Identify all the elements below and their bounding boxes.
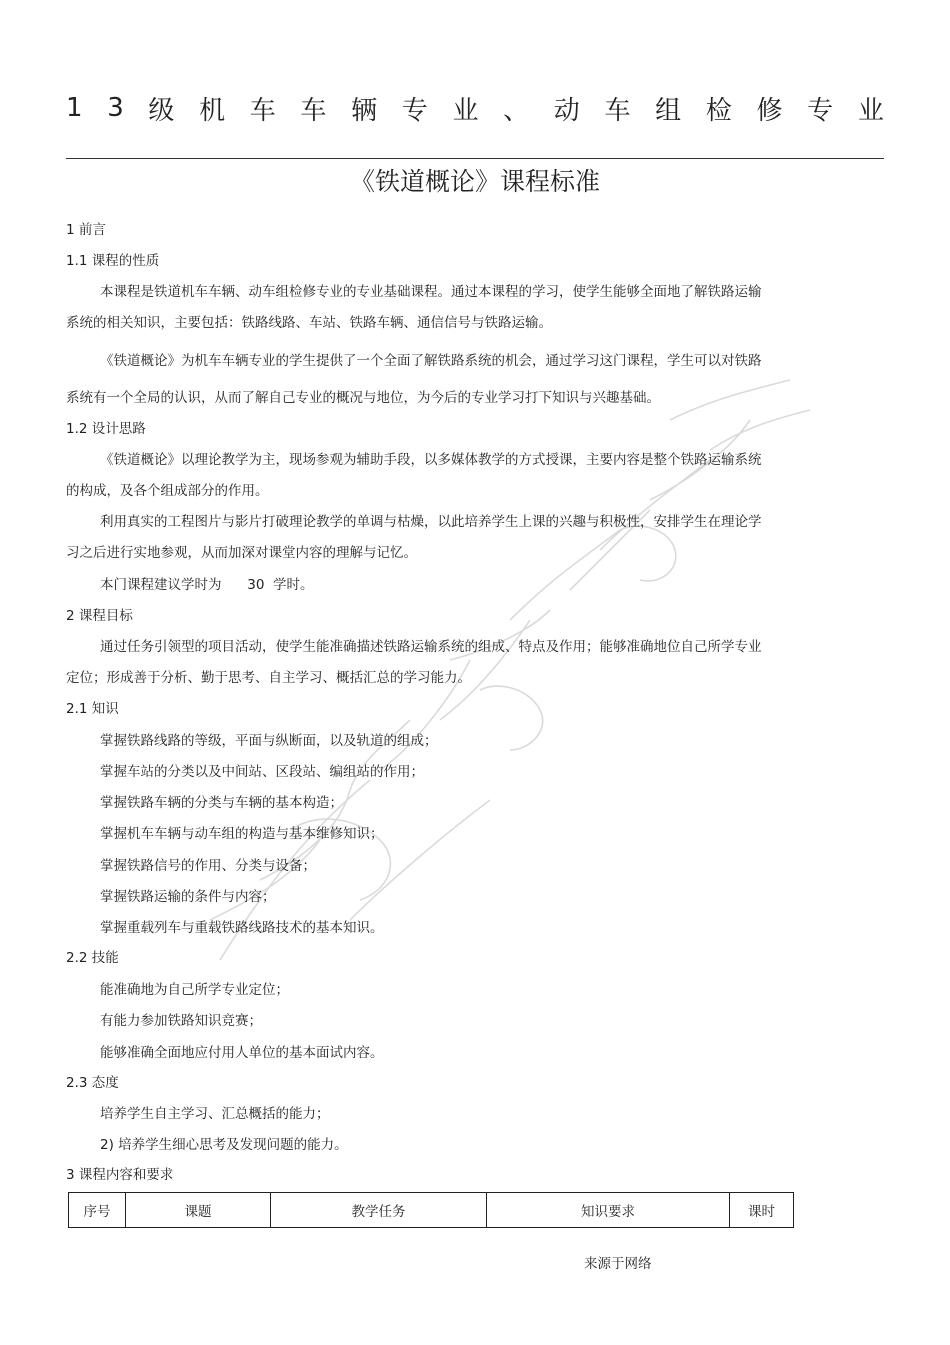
table-header-cell: 教学任务 bbox=[271, 1193, 487, 1228]
header-char: 专 bbox=[807, 95, 834, 126]
header-char: 组 bbox=[655, 95, 682, 126]
list-item: 掌握铁路车辆的分类与车辆的基本构造； bbox=[100, 795, 343, 811]
paragraph-line: 系统有一个全局的认识，从而了解自己专业的概况与地位，为今后的专业学习打下知识与兴趣基础。 bbox=[66, 390, 660, 406]
table-header-cell: 课题 bbox=[126, 1193, 271, 1228]
header-char: 车 bbox=[300, 95, 327, 126]
list-item: 掌握车站的分类以及中间站、区段站、编组站的作用； bbox=[100, 764, 424, 780]
header-char: 机 bbox=[199, 95, 226, 126]
paragraph-line: 利用真实的工程图片与影片打破理论教学的单调与枯燥，以此培养学生上课的兴趣与积极性，安排学生在理论学 bbox=[100, 514, 762, 530]
paragraph-line: 定位；形成善于分析、勤于思考、自主学习、概括汇总的学习能力。 bbox=[66, 670, 471, 686]
header-divider bbox=[66, 158, 884, 159]
section-heading-2-3: 2.3 态度 bbox=[66, 1075, 119, 1091]
list-item: 掌握铁路信号的作用、分类与设备； bbox=[100, 858, 316, 874]
paragraph-line: 的构成，及各个组成部分的作用。 bbox=[66, 483, 269, 499]
table-header-cell: 序号 bbox=[69, 1193, 126, 1228]
list-item: 有能力参加铁路知识竞赛； bbox=[100, 1013, 262, 1029]
paragraph-line: 本课程是铁道机车车辆、动车组检修专业的专业基础课程。通过本课程的学习，使学生能够全面地了解铁路运输 bbox=[100, 284, 762, 300]
list-item: 掌握铁路运输的条件与内容； bbox=[100, 889, 276, 905]
header-char: 、 bbox=[503, 95, 530, 126]
section-heading-2-1: 2.1 知识 bbox=[66, 701, 119, 717]
paragraph-line: 系统的相关知识，主要包括：铁路线路、车站、铁路车辆、通信信号与铁路运输。 bbox=[66, 315, 552, 331]
paragraph-line: 本门课程建议学时为 30 学时。 bbox=[100, 577, 314, 593]
list-item: 培养学生自主学习、汇总概括的能力； bbox=[100, 1106, 330, 1122]
paragraph-line: 《铁道概论》以理论教学为主，现场参观为辅助手段，以多媒体教学的方式授课，主要内容是整个铁路运输系统 bbox=[100, 452, 762, 468]
header-char: 3 bbox=[107, 93, 124, 123]
document-title: 《铁道概论》课程标准 bbox=[349, 167, 600, 196]
list-item: 2) 培养学生细心思考及发现问题的能力。 bbox=[100, 1137, 348, 1153]
header-char: 级 bbox=[148, 95, 175, 126]
section-heading-2-2: 2.2 技能 bbox=[66, 950, 119, 966]
list-item: 掌握铁路线路的等级，平面与纵断面，以及轨道的组成； bbox=[100, 733, 438, 749]
table-header-row bbox=[69, 1193, 794, 1228]
header-char: 辆 bbox=[351, 95, 378, 126]
list-item: 能够准确全面地应付用人单位的基本面试内容。 bbox=[100, 1045, 384, 1061]
section-heading-1-1: 1.1 课程的性质 bbox=[66, 253, 160, 269]
list-item: 掌握机车车辆与动车组的构造与基本维修知识； bbox=[100, 826, 384, 842]
paragraph-line: 通过任务引领型的项目活动，使学生能准确描述铁路运输系统的组成、特点及作用；能够准确地位自己所学专业 bbox=[100, 639, 762, 655]
section-heading-2: 2 课程目标 bbox=[66, 608, 133, 624]
header-char: 检 bbox=[705, 95, 732, 126]
header-char: 动 bbox=[553, 95, 580, 126]
list-item: 能准确地为自己所学专业定位； bbox=[100, 982, 289, 998]
table-header-cell: 课时 bbox=[730, 1193, 794, 1228]
section-heading-1: 1 前言 bbox=[66, 222, 106, 238]
header-char: 业 bbox=[452, 95, 479, 126]
header-program-line bbox=[66, 88, 884, 128]
header-char: 1 bbox=[66, 93, 83, 123]
paragraph-line: 《铁道概论》为机车车辆专业的学生提供了一个全面了解铁路系统的机会，通过学习这门课程，学生可以对铁路 bbox=[100, 353, 762, 369]
header-char: 车 bbox=[604, 95, 631, 126]
section-heading-1-2: 1.2 设计思路 bbox=[66, 421, 146, 437]
header-char: 车 bbox=[249, 95, 276, 126]
footer-source-note: 来源于网络 bbox=[584, 1256, 652, 1272]
table-header-cell: 知识要求 bbox=[487, 1193, 730, 1228]
paragraph-line: 习之后进行实地参观，从而加深对课堂内容的理解与记忆。 bbox=[66, 545, 417, 561]
header-char: 业 bbox=[857, 95, 884, 126]
header-char: 修 bbox=[756, 95, 783, 126]
list-item: 掌握重载列车与重载铁路线路技术的基本知识。 bbox=[100, 920, 384, 936]
section-heading-3: 3 课程内容和要求 bbox=[66, 1167, 174, 1183]
course-content-table bbox=[68, 1192, 794, 1228]
header-char: 专 bbox=[401, 95, 428, 126]
